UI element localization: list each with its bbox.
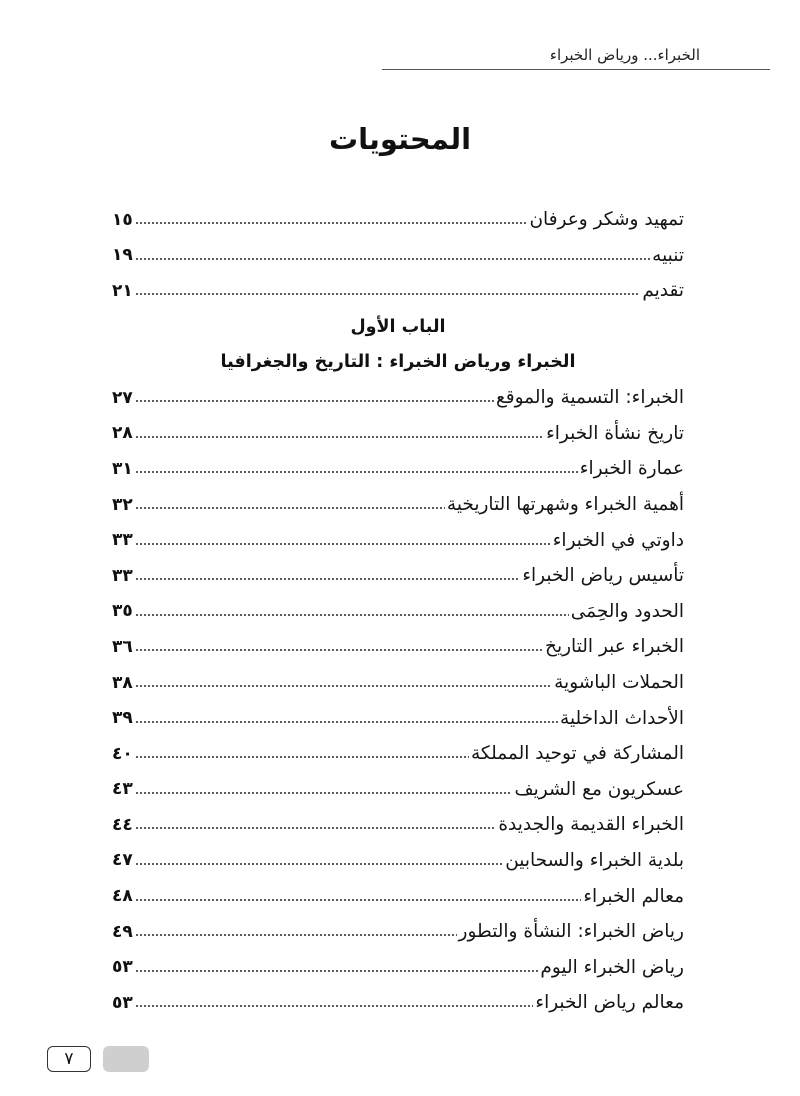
toc-entry[interactable]	[112, 522, 684, 558]
toc-entry-title: تأسيس رياض الخبراء	[522, 565, 684, 587]
dot-leader	[135, 784, 513, 795]
toc-entry[interactable]	[112, 416, 684, 452]
dot-leader	[135, 997, 534, 1008]
dot-leader	[135, 428, 544, 439]
toc-entry[interactable]	[112, 558, 684, 594]
toc-entry-page: ٢٧	[112, 387, 133, 408]
toc-entry-title: الخبراء عبر التاريخ	[545, 636, 684, 658]
dot-leader	[135, 463, 578, 474]
dot-leader	[135, 713, 558, 724]
dot-leader	[135, 570, 521, 581]
toc-entry-title: عمارة الخبراء	[579, 458, 684, 480]
toc-entry-title: تاريخ نشأة الخبراء	[546, 422, 684, 444]
toc-entry[interactable]	[112, 878, 684, 914]
dot-leader	[135, 285, 641, 296]
dot-leader	[135, 214, 528, 225]
toc-entry-page: ٣٨	[112, 672, 133, 693]
toc-entry-page: ١٩	[112, 245, 133, 266]
toc-entry-page: ٤٨	[112, 886, 133, 907]
toc-entry-title: عسكريون مع الشريف	[514, 778, 684, 800]
toc-entry-page: ٤٧	[112, 850, 133, 871]
toc-entry-title: رياض الخبراء اليوم	[540, 956, 684, 978]
part-subtitle: الخبراء ورياض الخبراء : التاريخ والجغرافيا	[220, 352, 576, 373]
toc-entry-page: ٤٠	[112, 743, 133, 764]
toc-entry-page: ٥٣	[112, 957, 133, 978]
toc-entry-page: ٣٣	[112, 530, 133, 551]
dot-leader	[135, 962, 539, 973]
toc-entry-title: تقديم	[642, 280, 684, 302]
toc-entry[interactable]	[112, 843, 684, 879]
toc-entry[interactable]	[112, 772, 684, 808]
toc-entry[interactable]	[112, 914, 684, 950]
toc-entry-title: داوتي في الخبراء	[552, 529, 684, 551]
toc-entry-title: المشاركة في توحيد المملكة	[470, 743, 684, 765]
toc-entry[interactable]	[112, 594, 684, 630]
toc-entry-page: ٣٢	[112, 494, 133, 515]
header-rule	[382, 69, 770, 70]
toc-entry-title: بلدية الخبراء والسحابين	[505, 849, 684, 871]
toc-entry[interactable]	[112, 985, 684, 1021]
dot-leader	[135, 748, 469, 759]
toc-entry-page: ١٥	[112, 209, 133, 230]
toc-entry[interactable]	[112, 700, 684, 736]
dot-leader	[135, 855, 503, 866]
dot-leader	[135, 819, 497, 830]
toc-entry-title: الحملات الباشوية	[554, 672, 684, 694]
toc-entry-page: ٢٨	[112, 423, 133, 444]
toc-entry[interactable]	[112, 807, 684, 843]
toc-entry-page: ٣١	[112, 458, 133, 479]
dot-leader	[135, 677, 552, 688]
toc-entry-page: ٤٤	[112, 814, 133, 835]
table-of-contents	[112, 202, 684, 1021]
toc-entry-title: رياض الخبراء: النشأة والتطور	[458, 921, 684, 943]
dot-leader	[135, 641, 543, 652]
toc-entry[interactable]	[112, 949, 684, 985]
dot-leader	[135, 250, 650, 261]
toc-entry[interactable]	[112, 736, 684, 772]
toc-entry-title: تمهيد وشكر وعرفان	[529, 209, 684, 231]
toc-entry-page: ٤٩	[112, 921, 133, 942]
toc-entry[interactable]	[112, 665, 684, 701]
toc-entry[interactable]	[112, 487, 684, 523]
page-number: ٧	[47, 1046, 91, 1072]
part-label: الباب الأول	[350, 316, 446, 337]
toc-entry-page: ٢١	[112, 280, 133, 301]
dot-leader	[135, 926, 457, 937]
toc-entry-page: ٣٣	[112, 565, 133, 586]
toc-entry-title: الحدود والحِمَى	[570, 600, 684, 622]
toc-entry-title: معالم الخبراء	[583, 885, 684, 907]
page-tab-decoration	[103, 1046, 149, 1072]
toc-entry-title: الخبراء: التسمية والموقع	[495, 387, 684, 409]
toc-entry-note[interactable]	[112, 238, 684, 274]
toc-entry-page: ٣٩	[112, 708, 133, 729]
toc-entry-page: ٥٣	[112, 992, 133, 1013]
toc-entry-title: تنبيه	[652, 244, 684, 266]
dot-leader	[135, 499, 445, 510]
dot-leader	[135, 535, 551, 546]
toc-entry[interactable]	[112, 629, 684, 665]
page-title: المحتويات	[328, 122, 472, 156]
toc-entry-title: أهمية الخبراء وشهرتها التاريخية	[446, 494, 684, 516]
toc-entry-page: ٤٣	[112, 779, 133, 800]
toc-entry-preface[interactable]	[112, 273, 684, 309]
dot-leader	[135, 606, 569, 617]
toc-entry-title: معالم رياض الخبراء	[535, 992, 684, 1014]
toc-entry[interactable]	[112, 380, 684, 416]
toc-entry-page: ٣٦	[112, 636, 133, 657]
dot-leader	[135, 392, 494, 403]
dot-leader	[135, 891, 582, 902]
toc-entry-title: الأحداث الداخلية	[560, 707, 684, 729]
toc-entry[interactable]	[112, 451, 684, 487]
running-header: الخبراء... ورياض الخبراء	[549, 46, 700, 64]
toc-entry-intro[interactable]	[112, 202, 684, 238]
toc-entry-title: الخبراء القديمة والجديدة	[498, 814, 684, 836]
toc-entry-page: ٣٥	[112, 601, 133, 622]
